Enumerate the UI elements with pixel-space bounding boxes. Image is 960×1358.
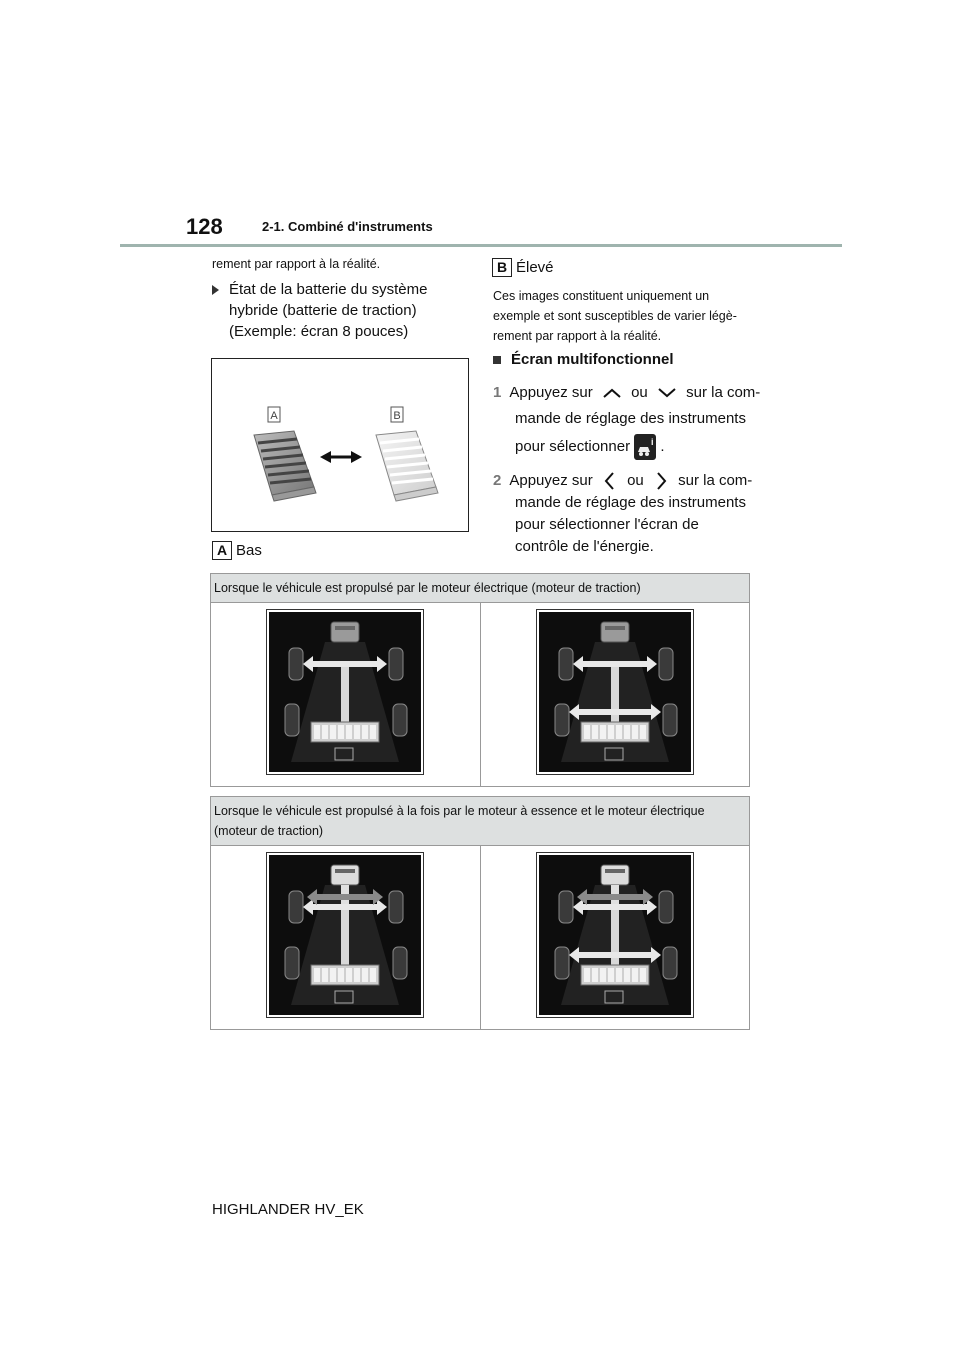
battery-cell: [616, 968, 622, 982]
bullet-triangle-icon: [212, 285, 219, 295]
battery-cell: [600, 725, 606, 739]
energy-flow-illustration: [539, 855, 691, 1015]
wheel-icon: [289, 648, 303, 680]
flow-arrow: [315, 894, 375, 900]
energy-flow-illustration: [269, 612, 421, 772]
battery-cell: [370, 725, 376, 739]
wheel-icon: [289, 891, 303, 923]
step-2-line-4: contrôle de l'énergie.: [515, 538, 654, 556]
bullet-line-3: (Exemple: écran 8 pouces): [229, 323, 409, 340]
mfd-heading: [493, 351, 674, 368]
engine-detail: [335, 626, 355, 630]
battery-pack-icon: [311, 965, 379, 985]
engine-icon: [331, 865, 359, 885]
engine-detail: [605, 626, 625, 630]
step-1-period: .: [660, 438, 665, 455]
step-1-line-2: mande de réglage des instruments: [515, 410, 746, 427]
wheel-icon: [393, 704, 407, 736]
battery-cell: [346, 725, 352, 739]
battery-cell: [314, 725, 320, 739]
battery-cell: [624, 725, 630, 739]
flow-arrow: [585, 894, 645, 900]
chevron-down-icon: [656, 386, 678, 400]
battery-pack-icon: [311, 722, 379, 742]
step-1-or: ou: [631, 384, 648, 401]
battery-cell: [616, 725, 622, 739]
legend-b: [492, 257, 554, 278]
battery-cell: [330, 725, 336, 739]
step-1-text-b: sur la com-: [686, 384, 761, 401]
chevron-right-icon: [653, 470, 669, 492]
flow-arrow: [311, 904, 379, 910]
battery-cell: [608, 968, 614, 982]
battery-cell: [640, 725, 646, 739]
high-battery-icon: [376, 431, 438, 501]
battery-cell: [584, 725, 590, 739]
battery-cell: [354, 725, 360, 739]
wheel-icon: [663, 704, 677, 736]
page-number: 128: [186, 214, 223, 239]
table-2-cell-left: [211, 846, 481, 1030]
wheel-icon: [659, 891, 673, 923]
battery-cell: [362, 968, 368, 982]
hybrid-drive-table: [210, 796, 750, 1030]
flow-arrow: [581, 661, 649, 667]
wheel-icon: [389, 891, 403, 923]
legend-a-text: Bas: [236, 542, 262, 559]
flow-arrow: [577, 952, 653, 958]
battery-cell: [632, 968, 638, 982]
bullet-line-1: État de la batterie du système: [229, 281, 428, 298]
energy-screen-2b: [536, 852, 694, 1018]
table-1-cell-left: [211, 603, 481, 787]
energy-flow-illustration: [539, 612, 691, 772]
step-1-text-a: Appuyez sur: [509, 384, 593, 401]
wheel-icon: [389, 648, 403, 680]
chevron-left-icon: [602, 470, 618, 492]
table-1-header: Lorsque le véhicule est propulsé par le moteur électrique (moteur de traction): [211, 574, 750, 603]
battery-cell: [640, 968, 646, 982]
bullet-line-2: hybride (batterie de traction): [229, 302, 417, 319]
wheel-icon: [559, 648, 573, 680]
battery-cell: [592, 968, 598, 982]
energy-flow-illustration: [269, 855, 421, 1015]
note-line-3: rement par rapport à la réalité.: [493, 329, 662, 343]
battery-cell: [322, 725, 328, 739]
flow-arrow: [581, 904, 649, 910]
legend-b-badge: B: [492, 258, 512, 277]
energy-screen-1a: [266, 609, 424, 775]
wheel-icon: [285, 947, 299, 979]
step-2: [493, 470, 752, 558]
step-2-line-3: pour sélectionner l'écran de: [515, 516, 699, 534]
battery-cell: [330, 968, 336, 982]
battery-cell: [608, 725, 614, 739]
battery-cell: [592, 725, 598, 739]
battery-cell: [314, 968, 320, 982]
svg-text:i: i: [651, 437, 654, 448]
step-2-text-a: Appuyez sur: [509, 472, 593, 489]
legend-a-badge: A: [212, 541, 232, 560]
mfd-heading-text: Écran multifonctionnel: [511, 351, 674, 368]
flow-arrow: [311, 661, 379, 667]
heading-square-icon: [493, 356, 501, 364]
engine-detail: [605, 869, 625, 873]
energy-screen-2a: [266, 852, 424, 1018]
wheel-icon: [555, 947, 569, 979]
figure-label-b: B: [393, 410, 401, 422]
flow-arrow: [577, 709, 653, 715]
note-line-1: Ces images constituent uniquement un: [493, 289, 710, 303]
step-1-number: 1: [493, 384, 502, 401]
battery-cell: [338, 968, 344, 982]
engine-icon: [331, 622, 359, 642]
step-1-line-3: pour sélectionner: [515, 438, 631, 455]
wheel-icon: [555, 704, 569, 736]
battery-cell: [632, 725, 638, 739]
battery-cell: [584, 968, 590, 982]
legend-b-text: Élevé: [516, 259, 554, 276]
step-2-number: 2: [493, 472, 502, 489]
table-1-cell-right: [480, 603, 750, 787]
wheel-icon: [559, 891, 573, 923]
image-note: [493, 286, 737, 346]
battery-cell: [346, 968, 352, 982]
vehicle-info-icon: [634, 434, 656, 460]
section-title: 2-1. Combiné d'instruments: [262, 219, 433, 234]
step-2-text-b: sur la com-: [678, 472, 753, 489]
engine-icon: [601, 865, 629, 885]
battery-cell: [370, 968, 376, 982]
table-2-cell-right: [480, 846, 750, 1030]
chevron-up-icon: [601, 386, 623, 400]
header-rule: [120, 244, 842, 247]
wheel-icon: [393, 947, 407, 979]
drive-shaft: [341, 662, 349, 722]
electric-motor-table: [210, 573, 750, 787]
wheel-icon: [659, 648, 673, 680]
battery-cell: [354, 968, 360, 982]
engine-detail: [335, 869, 355, 873]
legend-a: [212, 540, 262, 561]
low-battery-icon: [254, 431, 316, 501]
figure-label-a: A: [270, 410, 278, 422]
battery-cell: [322, 968, 328, 982]
battery-figure: [211, 358, 469, 532]
wheel-icon: [663, 947, 677, 979]
battery-bullet: [212, 279, 427, 342]
battery-cell: [624, 968, 630, 982]
battery-pack-icon: [581, 722, 649, 742]
engine-icon: [601, 622, 629, 642]
battery-cell: [362, 725, 368, 739]
step-1: [493, 380, 760, 460]
drive-shaft: [341, 905, 349, 965]
note-line-2: exemple et sont susceptibles de varier légè-: [493, 309, 737, 323]
step-2-line-2: mande de réglage des instruments: [515, 494, 746, 512]
footer-model: HIGHLANDER HV_EK: [212, 1201, 364, 1218]
energy-screen-1b: [536, 609, 694, 775]
battery-pack-icon: [581, 965, 649, 985]
continued-text: rement par rapport à la réalité.: [212, 257, 381, 271]
battery-cell: [600, 968, 606, 982]
wheel-icon: [285, 704, 299, 736]
battery-illustration: [212, 359, 468, 531]
table-2-header-line-1: Lorsque le véhicule est propulsé à la fois par le moteur à essence et le moteur électrique: [214, 804, 705, 818]
double-arrow-icon: [320, 451, 362, 463]
battery-cell: [338, 725, 344, 739]
table-2-header: [211, 797, 750, 846]
table-2-header-line-2: (moteur de traction): [214, 824, 324, 838]
step-2-or: ou: [627, 472, 644, 489]
